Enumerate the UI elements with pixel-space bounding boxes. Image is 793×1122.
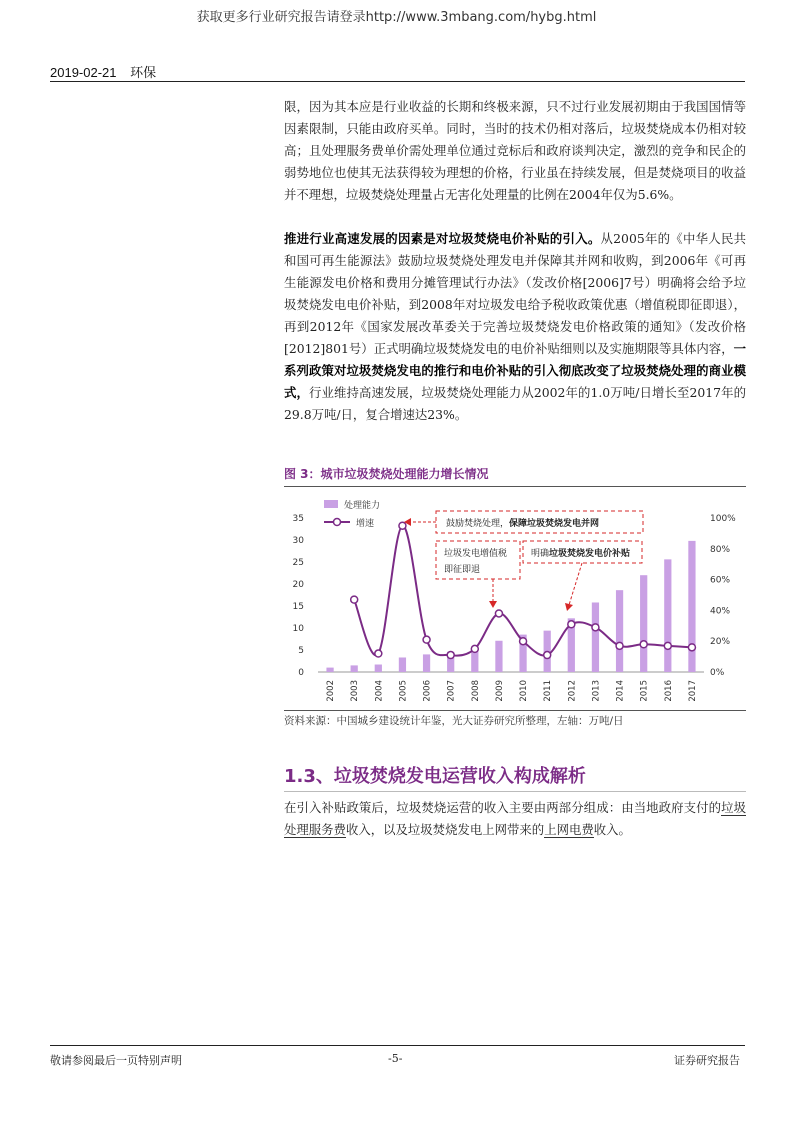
figure-top-rule	[284, 486, 746, 487]
capacity-bar	[664, 559, 671, 672]
annotation-2008-line1: 垃圾发电增值税	[444, 549, 508, 559]
paragraph-1: 限，因为其本应是行业收益的长期和终极来源，只不过行业发展初期由于我国国情等因素限制，只能由政府买单。同时，当时的技术仍相对落后，垃圾焚烧成本仍相对较高；且处理服务费单价需处理单位通过竞标后和政府谈判决定，激烈的竞争和民企的弱势地位也使其无法获得较为理想的价格，行业虽在持续发展，但是焚烧项目的收益并不理想，垃圾焚烧处理量占无害化处理量的比例在2004年仅为5.6%。	[284, 99, 746, 202]
legend-line-label: 增速	[356, 519, 375, 529]
growth-point	[520, 638, 527, 645]
header-rule	[50, 81, 745, 82]
growth-point	[375, 650, 382, 657]
x-tick-label: 2005	[398, 680, 409, 702]
x-tick-label: 2010	[519, 680, 530, 702]
paragraph-2	[284, 228, 746, 426]
growth-point	[616, 642, 623, 649]
capacity-bar	[640, 575, 647, 672]
annotation-2012-bold: 垃圾焚烧发电价补贴	[549, 549, 631, 559]
y-left-tick-label: 15	[292, 602, 304, 612]
y-right-tick-label: 0%	[710, 668, 725, 678]
capacity-bar	[616, 590, 623, 672]
figure-source: 资料来源：中国城乡建设统计年鉴，光大证券研究所整理，左轴：万吨/日	[284, 715, 624, 727]
svg-text:明确垃圾焚烧发电价补贴	[531, 547, 630, 559]
capacity-bar	[326, 668, 333, 672]
growth-point	[423, 636, 430, 643]
capacity-bar	[423, 654, 430, 672]
paragraph-2-text-a: 从2005年的《中华人民共和国可再生能源法》鼓励垃圾焚烧处理发电并保障其并网和收购，到2006年《可再生能源发电价格和费用分摊管理试行办法》（发改价格[2006]7号）明确将会给予垃圾焚烧发电电价补贴，到2008年对垃圾发电给予税收政策优惠（增值税即征即退），再到2012年《国家发展改革委关于完善垃圾焚烧发电价格政策的通知》（发改价格[2012]801号）正式明确垃圾焚烧发电的电价补贴细则以及实施期限等具体内容，	[284, 231, 746, 356]
growth-point	[351, 596, 358, 603]
growth-point	[592, 624, 599, 631]
footer-disclaimer: 敬请参阅最后一页特别声明	[50, 1054, 182, 1067]
x-tick-label: 2008	[470, 680, 481, 702]
x-tick-label: 2007	[446, 680, 457, 702]
paragraph-3	[284, 797, 746, 841]
growth-point	[664, 642, 671, 649]
grid-fee-term: 上网电费	[544, 822, 594, 837]
annotation-2012	[523, 541, 642, 611]
x-tick-label: 2017	[687, 680, 698, 702]
capacity-growth-chart	[284, 490, 746, 708]
growth-point	[568, 621, 575, 628]
x-tick-label: 2016	[663, 680, 674, 702]
y-left-tick-label: 35	[292, 514, 304, 524]
paragraph-3-text-a: 在引入补贴政策后，垃圾焚烧运营的收入主要由两部分组成：由当地政府支付的	[284, 800, 722, 815]
section-rule	[284, 791, 746, 792]
footer-report-type: 证券研究报告	[674, 1054, 740, 1067]
growth-point	[544, 652, 551, 659]
annotation-2008	[436, 541, 520, 608]
growth-point	[447, 652, 454, 659]
x-tick-label: 2011	[543, 680, 554, 702]
page-header	[50, 62, 166, 81]
industry-label: 环保	[130, 65, 157, 80]
capacity-bar	[495, 641, 502, 672]
y-left-tick-label: 5	[298, 646, 304, 656]
growth-point	[399, 522, 406, 529]
y-right-tick-label: 80%	[710, 544, 731, 555]
x-tick-label: 2014	[615, 680, 626, 702]
growth-point	[640, 641, 647, 648]
annotation-2005-text: 鼓励焚烧处理，	[446, 519, 510, 529]
report-date: 2019-02-21	[50, 65, 117, 80]
paragraph-2-lead: 推进行业高速发展的因素是对垃圾焚烧电价补贴的引入。	[284, 231, 601, 246]
legend-bar-label: 处理能力	[344, 501, 381, 511]
annotation-2005-bold: 保障垃圾焚烧发电并网	[509, 519, 600, 529]
y-left-tick-label: 30	[292, 536, 304, 546]
y-left-tick-label: 0	[298, 668, 304, 678]
annotation-2005	[404, 511, 643, 533]
service-fee-term: 垃圾处理服务费	[284, 800, 747, 837]
growth-point	[471, 645, 478, 652]
capacity-bar	[592, 602, 599, 672]
svg-text:鼓励焚烧处理，保障垃圾焚烧发电并网	[446, 517, 599, 529]
x-tick-label: 2004	[374, 680, 385, 702]
paragraph-3-text-c: 收入。	[593, 822, 631, 837]
x-tick-label: 2009	[494, 680, 505, 702]
legend-line-marker	[334, 519, 341, 526]
y-right-tick-label: 20%	[710, 637, 731, 648]
page-number: -5-	[388, 1052, 403, 1065]
y-right-tick-label: 60%	[710, 575, 731, 586]
paragraph-2-emphasis: 一系列政策对垃圾焚烧发电的推行和电价补贴的引入彻底改变了垃圾焚烧处理的商业模式，	[284, 341, 746, 400]
section-title: 1.3、垃圾焚烧发电运营收入构成解析	[284, 766, 586, 787]
legend-bar-swatch	[324, 500, 338, 508]
x-tick-label: 2006	[422, 680, 433, 702]
annotation-2008-line2: 即征即退	[444, 565, 481, 575]
paragraph-2-text-b: 行业维持高速发展，垃圾焚烧处理能力从2002年的1.0万吨/日增长至2017年的29.8万吨/日，复合增速达23%。	[284, 385, 746, 422]
annotation-2012-text: 明确	[531, 549, 550, 559]
capacity-bar	[688, 541, 695, 672]
growth-point	[688, 644, 695, 651]
growth-point	[495, 610, 502, 617]
capacity-bar	[351, 665, 358, 672]
figure-title: 图 3：城市垃圾焚烧处理能力增长情况	[284, 467, 489, 481]
y-left-tick-label: 25	[292, 558, 304, 568]
y-left-tick-label: 10	[292, 624, 304, 634]
y-left-tick-label: 20	[292, 580, 304, 590]
y-right-tick-label: 100%	[710, 514, 736, 524]
x-tick-label: 2015	[639, 680, 650, 702]
y-right-tick-label: 40%	[710, 606, 731, 617]
x-tick-label: 2012	[567, 680, 578, 702]
paragraph-3-text-b: 收入，以及垃圾焚烧发电上网带来的	[345, 822, 545, 837]
x-tick-label: 2003	[350, 680, 361, 702]
x-tick-label: 2013	[591, 680, 602, 702]
footer-rule	[50, 1045, 745, 1046]
figure-bottom-rule	[284, 710, 746, 711]
top-banner[interactable]: 获取更多行业研究报告请登录http://www.3mbang.com/hybg.html	[196, 10, 597, 25]
capacity-bar	[399, 657, 406, 672]
x-tick-label: 2002	[326, 680, 337, 702]
capacity-bar	[375, 665, 382, 672]
